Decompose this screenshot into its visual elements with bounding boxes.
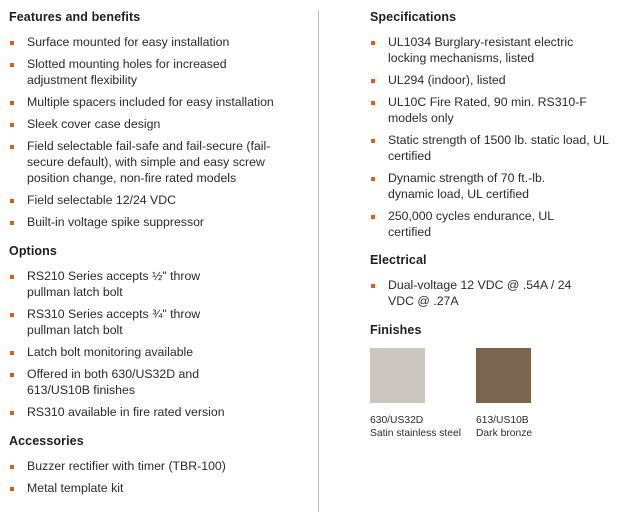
- list-item: RS310 Series accepts ¾" throw pullman latch bolt: [9, 306, 237, 338]
- list-item: Latch bolt monitoring available: [9, 344, 237, 360]
- list-item: Built-in voltage spike suppressor: [9, 214, 295, 230]
- swatch-caption: [476, 414, 532, 440]
- list-item: Surface mounted for easy installation: [9, 34, 295, 50]
- options-list: [9, 268, 237, 420]
- list-item: UL294 (indoor), listed: [370, 72, 610, 88]
- features-heading: Features and benefits: [9, 10, 141, 24]
- specifications-list: [370, 34, 610, 240]
- finishes-heading: Finishes: [370, 323, 422, 337]
- list-item: Offered in both 630/US32D and 613/US10B finishes: [9, 366, 237, 398]
- swatch-color: [476, 348, 531, 403]
- list-item: Metal template kit: [9, 480, 226, 496]
- list-item: Dual-voltage 12 VDC @ .54A / 24 VDC @ .27A: [370, 277, 578, 309]
- list-item: Static strength of 1500 lb. static load, UL certified: [370, 132, 610, 164]
- column-divider: [318, 10, 319, 512]
- features-list: [9, 34, 295, 230]
- swatch-name: Dark bronze: [476, 428, 533, 439]
- list-item: RS310 available in fire rated version: [9, 404, 237, 420]
- options-section: [9, 244, 237, 420]
- electrical-heading: Electrical: [370, 253, 427, 267]
- swatch-code: 630/US32D: [370, 415, 424, 426]
- swatch-color: [370, 348, 425, 403]
- list-item: UL10C Fire Rated, 90 min. RS310-F models only: [370, 94, 610, 126]
- list-item: Sleek cover case design: [9, 116, 295, 132]
- list-item: Multiple spacers included for easy installation: [9, 94, 295, 110]
- electrical-list: [370, 277, 578, 309]
- options-heading: Options: [9, 244, 57, 258]
- list-item: 250,000 cycles endurance, UL certified: [370, 208, 588, 240]
- features-section: [9, 10, 295, 230]
- list-item: UL1034 Burglary-resistant electric locking mechanisms, listed: [370, 34, 610, 66]
- accessories-heading: Accessories: [9, 434, 84, 448]
- accessories-list: [9, 458, 226, 496]
- list-item: Field selectable fail-safe and fail-secure (fail-secure default), with simple and easy screw position change, non-fire rated models: [9, 138, 295, 186]
- finishes-section: [370, 323, 422, 337]
- list-item: RS210 Series accepts ½" throw pullman latch bolt: [9, 268, 237, 300]
- list-item: Slotted mounting holes for increased adjustment flexibility: [9, 56, 272, 88]
- finish-swatch-satin-stainless: [370, 348, 461, 440]
- list-item: Field selectable 12/24 VDC: [9, 192, 295, 208]
- swatch-code: 613/US10B: [476, 415, 529, 426]
- list-item: Dynamic strength of 70 ft.-lb. dynamic load, UL certified: [370, 170, 588, 202]
- list-item: Buzzer rectifier with timer (TBR-100): [9, 458, 226, 474]
- swatch-name: Satin stainless steel: [370, 428, 462, 439]
- swatch-caption: [370, 414, 461, 440]
- electrical-section: [370, 253, 578, 309]
- specifications-section: [370, 10, 610, 240]
- accessories-section: [9, 434, 226, 496]
- specifications-heading: Specifications: [370, 10, 457, 24]
- finish-swatch-dark-bronze: [476, 348, 532, 440]
